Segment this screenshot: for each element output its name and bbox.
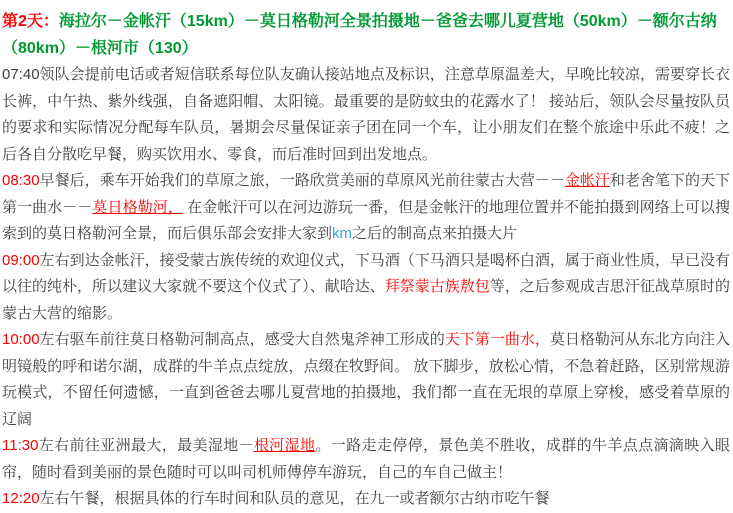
time-label: 12:20	[2, 490, 40, 507]
day-title	[2, 8, 730, 62]
itinerary-entry-0740	[2, 62, 730, 168]
itinerary-entry-1000	[2, 327, 730, 433]
itinerary-text: 之后的制高点来拍摄大片	[352, 225, 518, 242]
time-label: 11:30	[2, 437, 39, 454]
time-label: 08:30	[2, 172, 40, 189]
itinerary-text: 。一路走走停停，景色美不胜收，成群的牛羊点点滴滴映入眼帘，随时看到美丽的景色随时可以叫司机师傅停车游玩，自己的车自己做主！	[2, 437, 730, 481]
time-label: 07:40	[2, 66, 40, 83]
highlight-aobao-worship: 拜祭蒙古族敖包	[384, 278, 490, 295]
itinerary-text: 和老舍笔下的天下第一曲水－－	[2, 172, 730, 216]
link-km[interactable]: km	[332, 225, 353, 242]
itinerary-entry-0830	[2, 168, 730, 248]
day-label: 第2天：	[2, 13, 59, 30]
itinerary-text: 左右午餐，根据具体的行车时间和队员的意见，在九一或者额尔古纳市吃午餐	[39, 490, 550, 507]
itinerary-text: 早餐后，乘车开始我们的草原之旅，一路欣赏美丽的草原风光前往蒙古大营－－	[39, 172, 565, 189]
route-summary: 海拉尔－金帐汗（15km）－莫日格勒河全景拍摄地－爸爸去哪儿夏营地（50km）－额尔古纳（80km）－根河市（130）	[2, 13, 717, 57]
itinerary-text: 左右到达金帐汗，接受蒙古族传统的欢迎仪式，下马酒（下马酒只是喝杯白酒，属于商业性质，早已没有以往的纯朴，所以建议大家就不要这个仪式了）、献哈达、	[2, 251, 730, 295]
itinerary-text: 左右驱车前往莫日格勒河制高点，感受大自然鬼斧神工形成的	[39, 331, 445, 348]
time-label: 10:00	[2, 331, 40, 348]
highlight-first-winding-river: 天下第一曲水，	[444, 331, 550, 348]
link-morigele-river[interactable]: 莫日格勒河，	[92, 198, 183, 216]
itinerary-text: 等，之后参观成吉思汗征战草原时的蒙古大营的缩影。	[2, 278, 730, 322]
itinerary-entry-1130	[2, 433, 730, 486]
time-label: 09:00	[2, 251, 40, 269]
itinerary-text: 莫日格勒河从东北方向注入明镜般的呼和诺尔湖，成群的牛羊点点绽放，点缀在牧野间。 放下脚步，放松心情，不急着赶路，区别常规游玩模式，不留任何遗憾，一直到爸爸去哪儿夏营地的拍摄地，我们都一直在无垠的草原上穿梭，感受着草原的辽阔	[2, 331, 730, 428]
itinerary-text: 领队会提前电话或者短信联系每位队友确认接站地点及标识，注意草原温差大，早晚比较凉，需要穿长衣长裤，中午热、紫外线强，自备遮阳帽、太阳镜。最重要的是防蚊虫的花露水了！ 接站后，领队会尽量按队员的要求和实际情况分配每车队员，暑期会尽量保证亲子团在同一个车，让小朋友们在整个旅途中乐此不疲！之后各自分散吃早餐，购买饮用水、零食，而后准时回到出发地点。	[2, 66, 730, 163]
link-genhe-wetland[interactable]: 根河湿地	[253, 437, 316, 454]
link-jinzhanghan[interactable]: 金帐汗	[564, 172, 610, 189]
itinerary-entry-1220	[2, 486, 730, 513]
itinerary-entry-0900	[2, 248, 730, 328]
itinerary-text: 左右前往亚洲最大，最美湿地－	[38, 437, 254, 454]
itinerary-text: 在金帐汗可以在河边游玩一番，但是金帐汗的地理位置并不能拍摄到网络上可以搜索到的莫日格勒河全景，而后俱乐部会安排大家到	[2, 198, 730, 242]
